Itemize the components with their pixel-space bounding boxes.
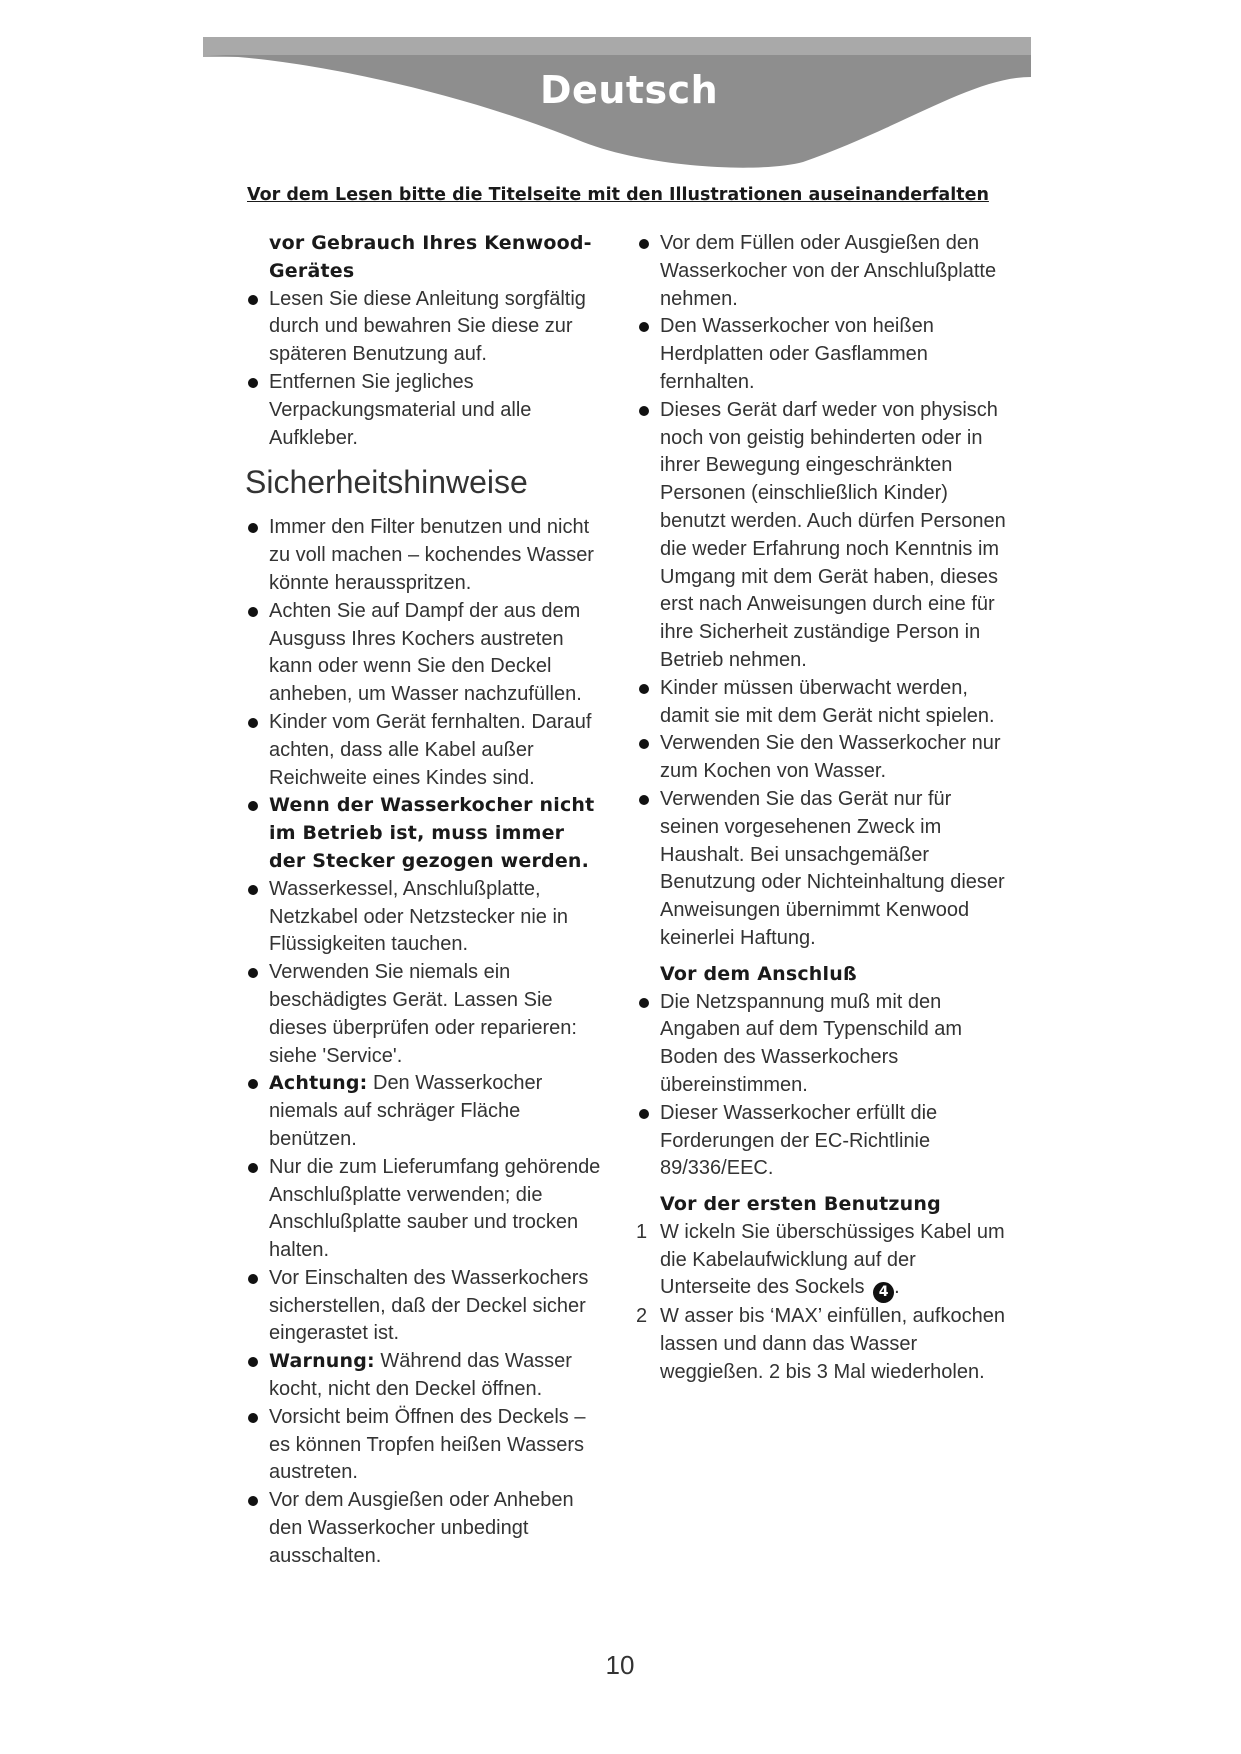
bullet-icon (639, 322, 649, 332)
left-column (245, 230, 605, 1571)
bullet-icon (248, 523, 258, 533)
bullet-icon (248, 718, 258, 728)
bullet-icon (248, 1413, 258, 1423)
list-item: Dieses Gerät darf weder von physisch noch von geistig behinderten oder in ihrer Bewegung eingeschränkten Personen (einschließlich Kinder) benutzt werden. Auch dürfen Personen die weder Erfahrung noch Kenntnis im Umgang mit dem Gerät haben, dieses erst nach Anweisungen durch eine für ihre Sicherheit zuständige Person in Betrieb nehmen. (636, 397, 1006, 675)
list-item: Kinder vom Gerät fernhalten. Darauf achten, dass alle Kabel außer Reichweite eines Kindes sind. (245, 709, 605, 792)
list-item: Verwenden Sie den Wasserkocher nur zum Kochen von Wasser. (636, 730, 1006, 786)
bullet-icon (248, 1274, 258, 1284)
bullet-icon (248, 378, 258, 388)
numbered-step: 2 W asser bis ‘MAX’ einfüllen, aufkochen lassen und dann das Wasser weggießen. 2 bis 3 Mal wiederholen. (636, 1305, 1005, 1384)
language-title: Deutsch (540, 68, 719, 112)
intro-heading: vor Gebrauch Ihres Kenwood-Gerätes (269, 232, 592, 282)
bullet-icon (248, 1496, 258, 1506)
list-item: Wasserkessel, Anschlußplatte, Netzkabel oder Netzstecker nie in Flüssigkeiten tauchen. (245, 876, 605, 959)
step-number: 2 (636, 1305, 648, 1328)
bullet-icon (639, 998, 649, 1008)
bullet-icon (639, 684, 649, 694)
list-item: Den Wasserkocher von heißen Herdplatten oder Gasflammen fernhalten. (636, 313, 1006, 396)
bullet-icon (248, 1163, 258, 1173)
list-item: Dieser Wasserkocher erfüllt die Forderungen der EC-Richtlinie 89/336/EEC. (636, 1100, 1006, 1183)
bullet-icon (248, 968, 258, 978)
page-number: 10 (605, 1650, 635, 1680)
first-use-heading: Vor der ersten Benutzung (660, 1193, 941, 1216)
list-item: Achten Sie auf Dampf der aus dem Ausguss Ihres Kochers austreten kann oder wenn Sie den Deckel anheben, um Wasser nachzufüllen. (245, 598, 605, 709)
list-item: Vorsicht beim Öffnen des Deckels – es können Tropfen heißen Wassers austreten. (245, 1404, 605, 1487)
numbered-step: 1 W ickeln Sie überschüssiges Kabel um die Kabelaufwicklung auf der Unterseite des Sockels 4 . (636, 1219, 1006, 1304)
right-column (636, 230, 1006, 1387)
list-item: Vor dem Ausgießen oder Anheben den Wasserkocher unbedingt ausschalten. (245, 1487, 605, 1570)
list-item: Warnung: Während das Wasser kocht, nicht den Deckel öffnen. (245, 1348, 605, 1404)
list-item: Kinder müssen überwacht werden, damit sie mit dem Gerät nicht spielen. (636, 675, 1006, 731)
bullet-icon (639, 406, 649, 416)
bullet-icon (248, 607, 258, 617)
step-number: 1 (636, 1220, 648, 1243)
bullet-icon (639, 795, 649, 805)
list-item: Entfernen Sie jegliches Verpackungsmaterial und alle Aufkleber. (245, 369, 605, 452)
warning-label: Warnung: (269, 1350, 375, 1373)
section-heading-safety: Sicherheitshinweise (245, 464, 528, 501)
list-item: Vor dem Füllen oder Ausgießen den Wasserkocher von der Anschlußplatte nehmen. (636, 230, 1006, 313)
list-item: Nur die zum Lieferumfang gehörende Anschlußplatte verwenden; die Anschlußplatte sauber und trocken halten. (245, 1154, 605, 1265)
list-item: Die Netzspannung muß mit den Angaben auf dem Typenschild am Boden des Wasserkochers übereinstimmen. (636, 989, 1006, 1100)
bullet-icon (248, 295, 258, 305)
list-item: Achtung: Den Wasserkocher niemals auf schräger Fläche benützen. (245, 1070, 605, 1153)
bullet-icon (639, 739, 649, 749)
header-top-strip (203, 37, 1031, 57)
list-item: Lesen Sie diese Anleitung sorgfältig durch und bewahren Sie diese zur späteren Benutzung auf. (245, 286, 605, 369)
list-item: Vor Einschalten des Wasserkochers sicherstellen, daß der Deckel sicher eingerastet ist. (245, 1265, 605, 1348)
bullet-icon (248, 1079, 258, 1089)
list-item: Verwenden Sie das Gerät nur für seinen vorgesehenen Zweck im Haushalt. Bei unsachgemäßer Benutzung oder Nichteinhaltung dieser Anweisungen übernimmt Kenwood keinerlei Haftung. (636, 786, 1006, 953)
bullet-icon (639, 1109, 649, 1119)
list-item: Verwenden Sie niemals ein beschädigtes Gerät. Lassen Sie dieses überprüfen oder reparieren: siehe 'Service'. (245, 959, 605, 1070)
bullet-icon (639, 239, 649, 249)
connection-heading: Vor dem Anschluß (660, 962, 857, 985)
list-item: Immer den Filter benutzen und nicht zu voll machen – kochendes Wasser könnte herausspritzen. (245, 514, 605, 597)
attention-label: Achtung: (269, 1072, 368, 1095)
part-reference-icon: 4 (873, 1282, 894, 1303)
list-item-warning: Wenn der Wasserkocher nicht im Betrieb ist, muss immer der Stecker gezogen werden. (245, 792, 605, 875)
bullet-icon (248, 885, 258, 895)
bullet-icon (248, 801, 258, 811)
fold-out-note: Vor dem Lesen bitte die Titelseite mit den Illustrationen auseinanderfalten (247, 185, 989, 205)
bullet-icon (248, 1357, 258, 1367)
